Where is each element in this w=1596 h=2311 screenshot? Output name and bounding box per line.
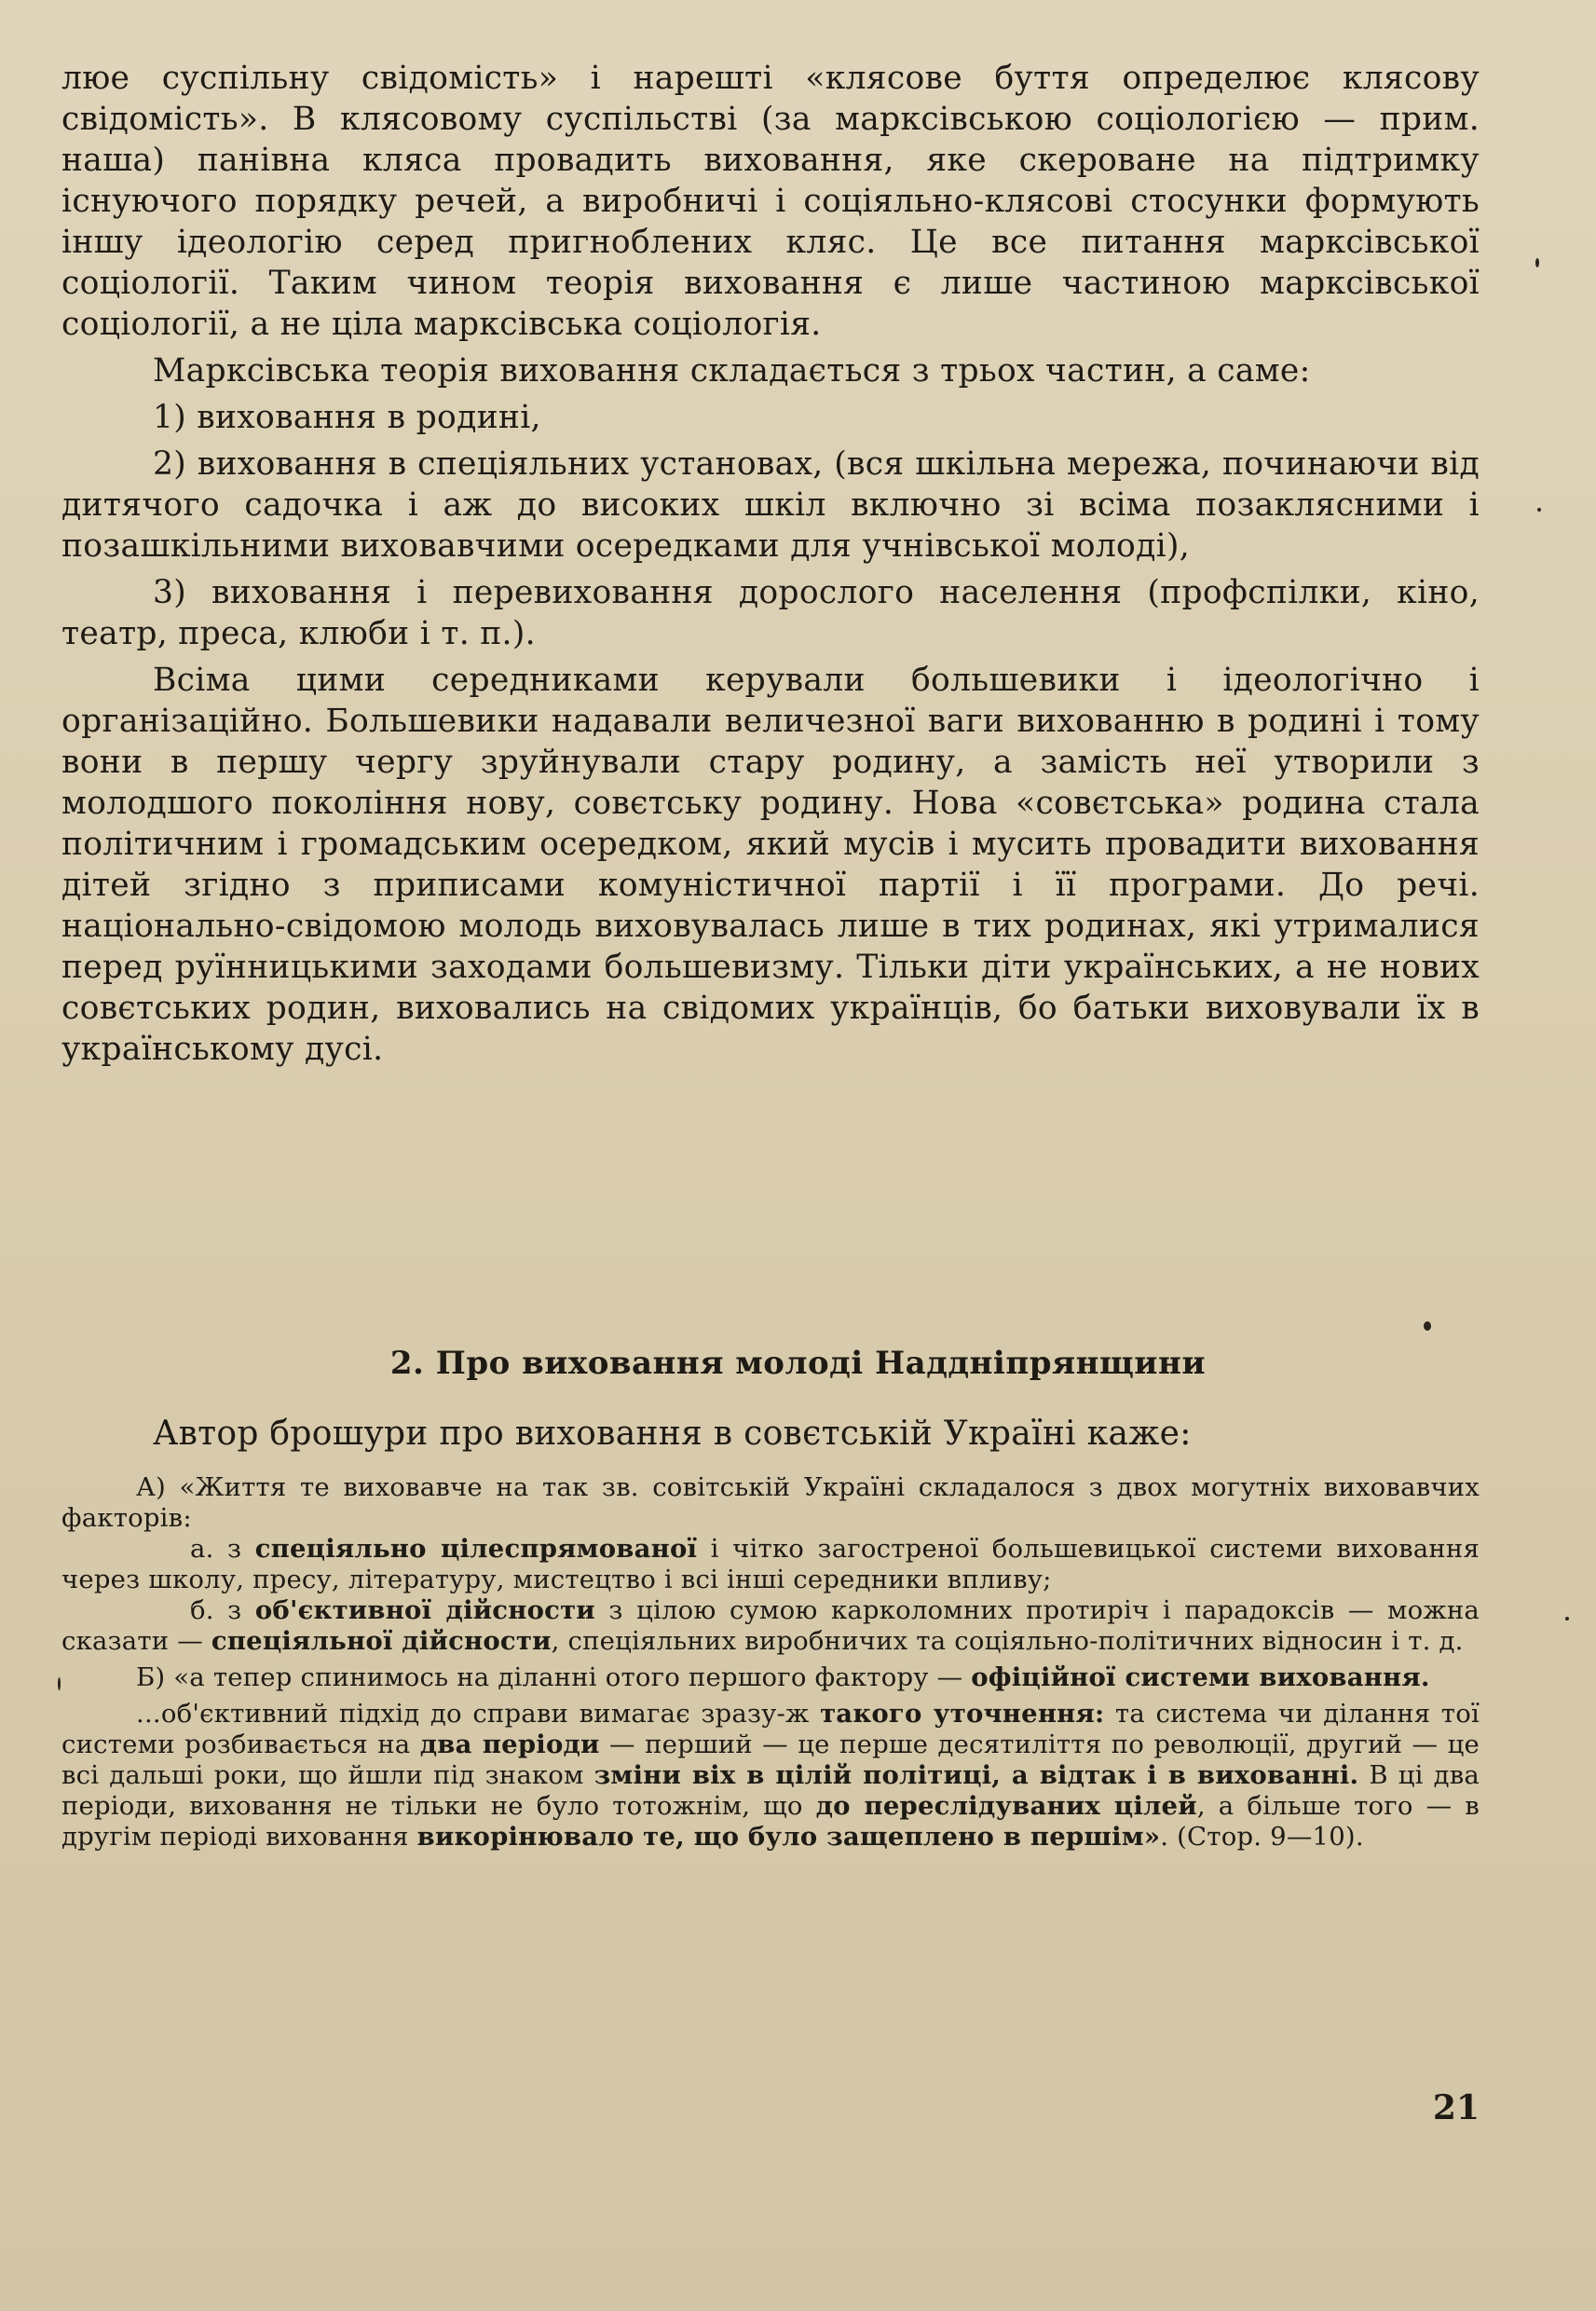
ink-speck	[1537, 508, 1541, 512]
ink-speck	[1424, 1321, 1431, 1331]
quote-paragraph: А) «Життя те виховавче на так зв. совітській Україні складалося з двох могутніх виховавчих факторів:	[61, 1472, 1480, 1533]
list-item: 1) виховання в родині,	[153, 399, 541, 436]
paragraph: люе суспільну свідомість» і нарешті «клясове буття определює клясову свідомість». В клясовому суспільстві (за марксівською соціологією — прим. наша) панівна кляса провадить виховання, яке скероване на підтримку існуючого порядку речей, а виробничі і соціяльно-клясові стосунки формують іншу ідеологію серед пригноблених кляс. Це все питання марксівської соціології. Таким чином теорія виховання є лише частиною марксівської соціології, а не ціла марксівська соціологія.	[61, 60, 1480, 343]
quote-paragraph: ...об'єктивний підхід до справи вимагає зразу-ж такого уточнення: та система чи ділання тої системи розбивається на два періоди — перший — це перше десятиліття по революції, другий — це всі дальші роки, що йшли під знаком зміни віх в цілій політиці, а відтак і в вихованні. В ці два періоди, виховання не тільки не було тотожнім, що до переслідуваних цілей, а більше того — в другім періоді виховання викорінювало те, що було защеплено в першім». (Стор. 9—10).	[61, 1699, 1480, 1852]
quote-paragraph: а. з спеціяльно цілеспрямованої і чітко загостреної большевицької системи виховання через школу, пресу, літературу, мистецтво і всі інші середники впливу;	[61, 1534, 1480, 1594]
intro-line: Автор брошури про виховання в совєтській Україні каже:	[153, 1415, 1192, 1453]
quotation-block	[61, 1472, 1480, 1853]
body-text	[61, 58, 1480, 1070]
quote-paragraph: Б) «а тепер спинимось на діланні отого першого фактору — офіційної системи виховання.	[136, 1662, 1430, 1692]
list-item: 2) виховання в спеціяльних установах, (вся шкільна мережа, починаючи від дитячого садочка і аж до високих шкіл включно зі всіма позаклясними і позашкільними виховавчими осередками для учнівської молоді),	[61, 445, 1480, 565]
quote-paragraph: б. з об'єктивної дійсности з цілою сумою карколомних протиріч і парадоксів — можна сказати — спеціяльної дійсности, спеціяльних виробничих та соціяльно-політичних відносин і т. д.	[61, 1595, 1480, 1656]
ink-speck	[58, 1677, 61, 1690]
list-item: 3) виховання і перевиховання дорослого населення (профспілки, кіно, театр, преса, клюби і т. п.).	[61, 574, 1480, 652]
paragraph: Марксівська теорія виховання складається з трьох частин, а саме:	[153, 352, 1311, 390]
ink-speck	[1535, 258, 1539, 267]
paragraph: Всіма цими середниками керували большевики і ідеологічно і організаційно. Большевики надавали величезної ваги вихованню в родині і тому вони в першу чергу зруйнували стару родину, а замість неї утворили з молодшого покоління нову, совєтську родину. Нова «совєтська» родина стала політичним і громадським осередком, який мусів і мусить провадити виховання дітей згідно з приписами комуністичної партії і її програми. До речі. національно-свідомою молодь виховувалась лише в тих родинах, які утрималися перед руїнницькими заходами большевизму. Тільки діти українських, а не нових совєтських родин, виховались на свідомих українців, бо батьки виховували їх в українському дусі.	[61, 662, 1480, 1068]
section-heading: 2. Про виховання молоді Наддніпрянщини	[389, 1345, 1207, 1382]
ink-speck	[1565, 1617, 1569, 1620]
page-number: 21	[1432, 2088, 1480, 2127]
